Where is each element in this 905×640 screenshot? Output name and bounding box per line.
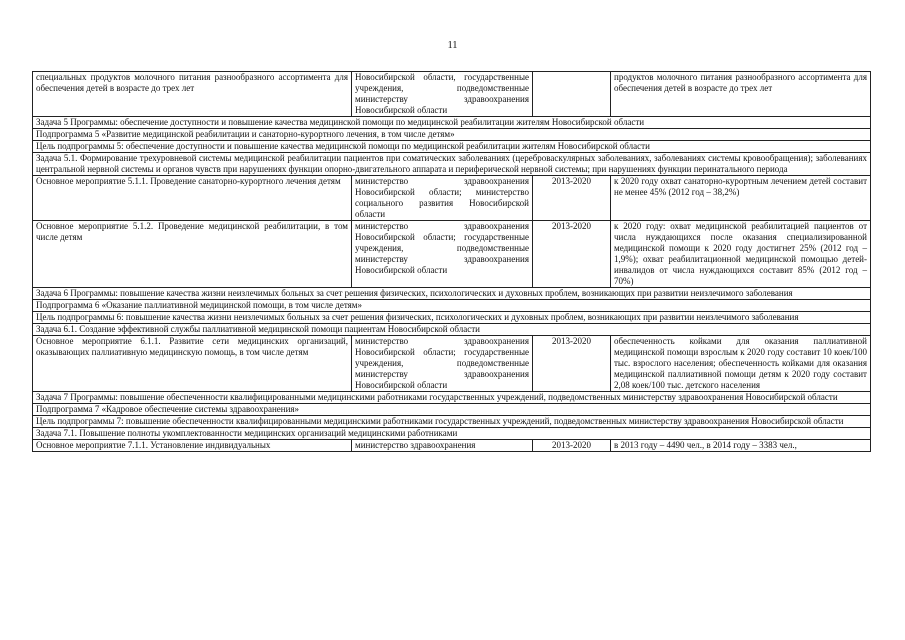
section-heading-cell: Задача 6 Программы: повышение качества жизни неизлечимых больных за счет решения физических, психологических и духовных проблем, возникающих при развитии неизлечимого заболевания (33, 288, 871, 300)
section-heading-cell: Цель подпрограммы 6: повышение качества жизни неизлечимых больных за счет решения физических, психологических и духовных проблем, возникающих при развитии неизлечимого заболевания (33, 312, 871, 324)
activity-row (33, 72, 871, 117)
section-row (33, 324, 871, 336)
section-row (33, 404, 871, 416)
section-row (33, 117, 871, 129)
activity-row (33, 336, 871, 392)
activity-cell: Основное мероприятие 5.1.2. Проведение медицинской реабилитации, в том числе детям (33, 221, 352, 288)
section-heading-cell: Задача 7.1. Повышение полноты укомплектованности медицинских организаций медицинскими работниками (33, 428, 871, 440)
section-row (33, 428, 871, 440)
section-heading-cell: Цель подпрограммы 5: обеспечение доступности и повышение качества медицинской помощи по медицинской реабилитации жителям Новосибирской области (33, 141, 871, 153)
section-heading-cell: Подпрограмма 6 «Оказание паллиативной медицинской помощи, в том числе детям» (33, 300, 871, 312)
activity-cell: Основное мероприятие 5.1.1. Проведение санаторно-курортного лечения детям (33, 176, 352, 221)
activity-cell: специальных продуктов молочного питания разнообразного ассортимента для обеспечения детей в возрасте до трех лет (33, 72, 352, 117)
section-heading-cell: Задача 5.1. Формирование трехуровневой системы медицинской реабилитации пациентов при соматических заболеваниях (цереброваскулярных заболеваниях, заболеваниях системы кровообращения); заболеваниях центральной нервной системы и органов чувств при нарушениях функции опорно-двигательного аппарата и периферической нервной системы; при нарушениях функции перинатального периода (33, 153, 871, 176)
result-cell: к 2020 году охват санаторно-курортным лечением детей составит не менее 45% (2012 год – 38,2%) (611, 176, 871, 221)
section-row (33, 288, 871, 300)
program-activities-table (32, 71, 871, 452)
section-heading-cell: Цель подпрограммы 7: повышение обеспеченности квалифицированными медицинскими работниками государственных учреждений, подведомственных министерству здравоохранения Новосибирской области (33, 416, 871, 428)
section-row (33, 129, 871, 141)
result-cell: продуктов молочного питания разнообразного ассортимента для обеспечения детей в возрасте до трех лет (611, 72, 871, 117)
section-row (33, 392, 871, 404)
section-row (33, 300, 871, 312)
section-heading-cell: Задача 6.1. Создание эффективной службы паллиативной медицинской помощи пациентам Новосибирской области (33, 324, 871, 336)
section-row (33, 141, 871, 153)
section-heading-cell: Задача 7 Программы: повышение обеспеченности квалифицированными медицинскими работниками государственных учреждений, подведомственных министерству здравоохранения Новосибирской области (33, 392, 871, 404)
section-heading-cell: Подпрограмма 7 «Кадровое обеспечение системы здравоохранения» (33, 404, 871, 416)
page-number: 11 (447, 40, 458, 51)
section-row (33, 153, 871, 176)
period-cell (533, 72, 611, 117)
period-cell: 2013-2020 (533, 221, 611, 288)
section-row (33, 416, 871, 428)
activity-cell: Основное мероприятие 7.1.1. Установление индивидуальных (33, 440, 352, 452)
section-heading-cell: Подпрограмма 5 «Развитие медицинской реабилитации и санаторно-курортного лечения, в том числе детям» (33, 129, 871, 141)
section-heading-cell: Задача 5 Программы: обеспечение доступности и повышение качества медицинской помощи по медицинской реабилитации жителям Новосибирской области (33, 117, 871, 129)
result-cell: в 2013 году – 4490 чел., в 2014 году – 3383 чел., (611, 440, 871, 452)
result-cell: к 2020 году: охват медицинской реабилитацией пациентов от числа нуждающихся после оказания специализированной медицинской помощи к 2020 году достигнет 25% (2012 год – 1,9%); охват реабилитационной медицинской помощью детей-инвалидов от числа нуждающихся составит 85% (2012 год – 70%) (611, 221, 871, 288)
activity-row (33, 440, 871, 452)
activity-row (33, 221, 871, 288)
section-row (33, 312, 871, 324)
executors-cell: министерство здравоохранения Новосибирской области; государственные учреждения, подведомственные министерству здравоохранения Новосибирской области (352, 221, 533, 288)
executors-cell: министерство здравоохранения Новосибирской области; государственные учреждения, подведомственные министерству здравоохранения Новосибирской области (352, 336, 533, 392)
period-cell: 2013-2020 (533, 336, 611, 392)
activity-row (33, 176, 871, 221)
executors-cell: Новосибирской области, государственные учреждения, подведомственные министерству здравоохранения Новосибирской области (352, 72, 533, 117)
activity-cell: Основное мероприятие 6.1.1. Развитие сети медицинских организаций, оказывающих паллиативную медицинскую помощь, в том числе детям (33, 336, 352, 392)
executors-cell: министерство здравоохранения (352, 440, 533, 452)
result-cell: обеспеченность койками для оказания паллиативной медицинской помощи взрослым к 2020 году составит 10 коек/100 тыс. взрослого населения; обеспеченность койками для оказания медицинской паллиативной помощи детям к 2020 году составит 2,08 коек/100 тыс. детского населения (611, 336, 871, 392)
period-cell: 2013-2020 (533, 176, 611, 221)
executors-cell: министерство здравоохранения Новосибирской области; министерство социального развития Новосибирской области (352, 176, 533, 221)
period-cell: 2013-2020 (533, 440, 611, 452)
